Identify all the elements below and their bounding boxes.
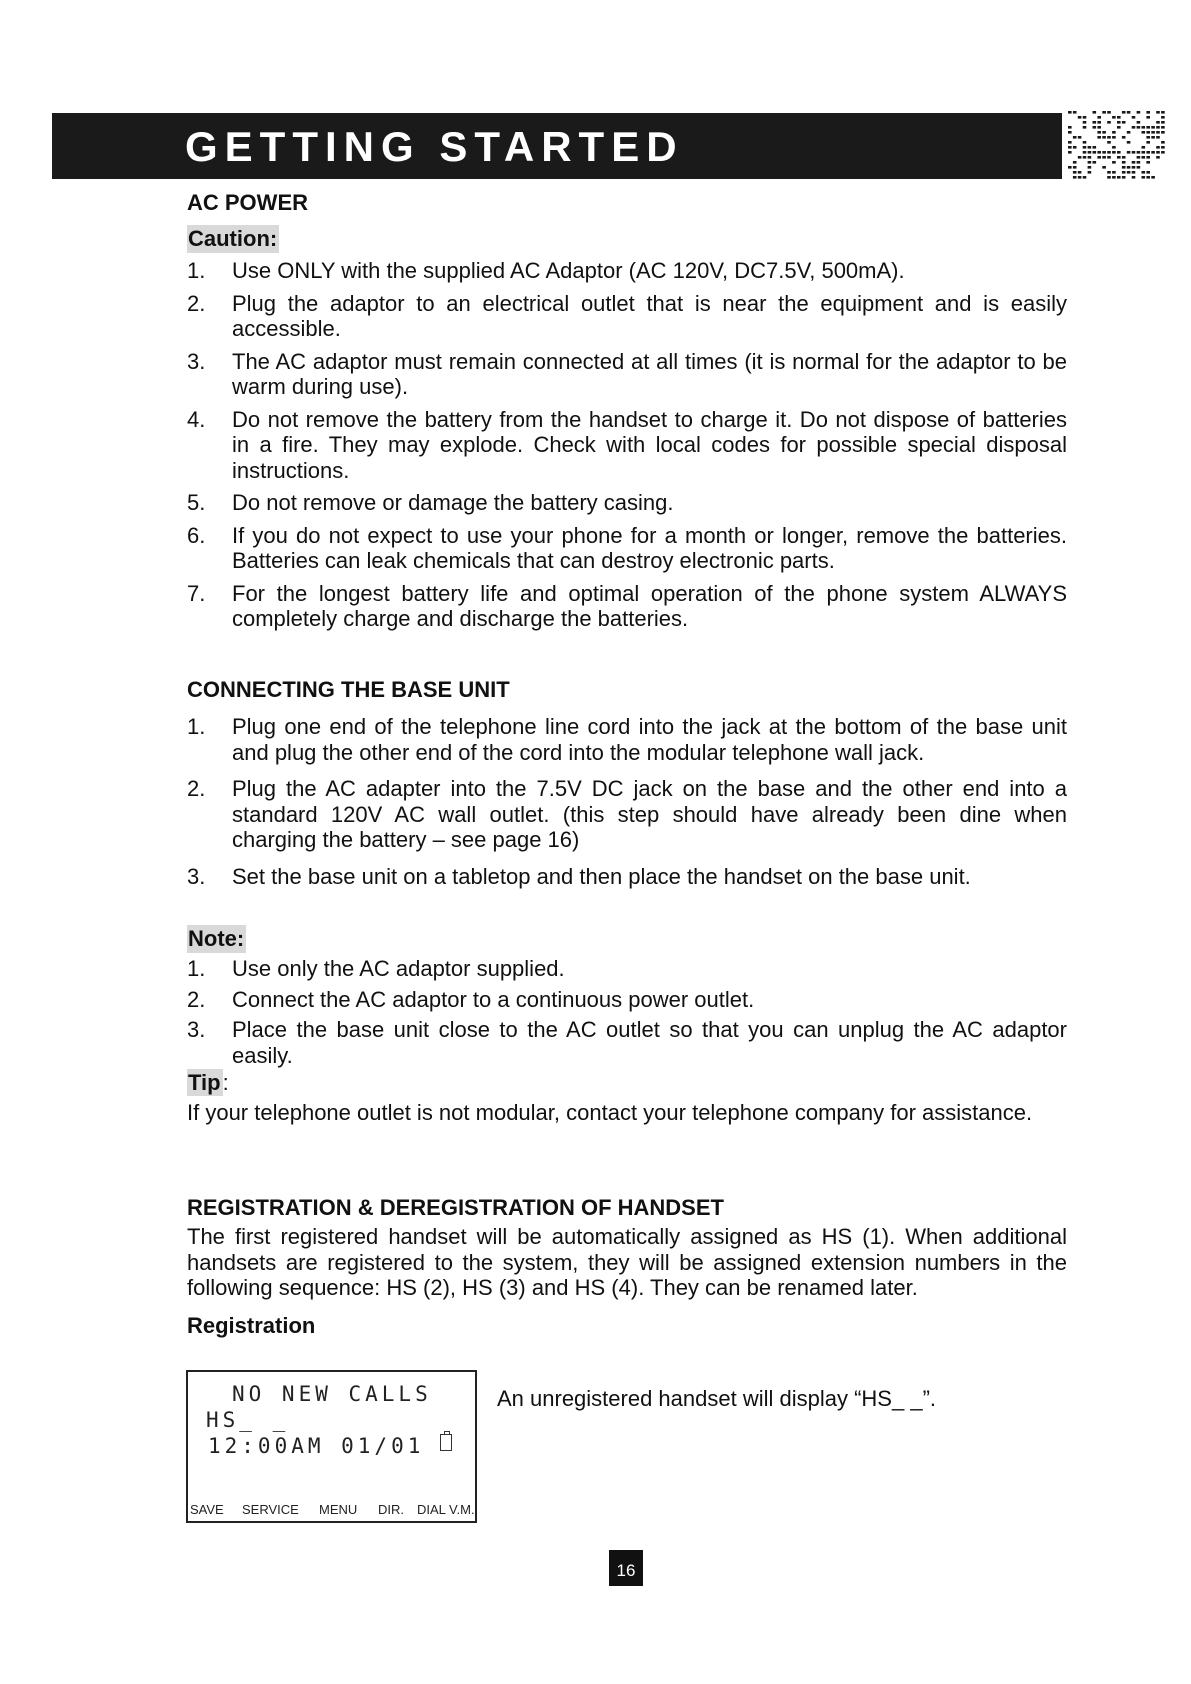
lcd-softkey-service: SERVICE (242, 1502, 299, 1517)
ac-power-heading: AC POWER (187, 190, 308, 215)
caution-list (187, 258, 1067, 632)
list-item: 3. The AC adaptor must remain connected at all times (it is normal for the adaptor to be warm during use). (187, 348, 1067, 399)
tip-label: Tip: (188, 1070, 229, 1095)
note-label: Note: (188, 926, 245, 951)
registration-subheading: Registration (187, 1313, 316, 1338)
lcd-softkey-save: SAVE (190, 1502, 224, 1517)
list-item: 1. Use only the AC adaptor supplied. (187, 956, 565, 981)
list-item: 5. Do not remove or damage the battery casing. (187, 490, 674, 515)
list-item: 6. If you do not expect to use your phone for a month or longer, remove the batteries. Batteries can leak chemicals that can destroy electronic parts. (187, 522, 1067, 573)
lcd-line-1: NO NEW CALLS (232, 1382, 432, 1406)
list-item: 2. Plug the adaptor to an electrical outlet that is near the equipment and is easily accessible. (187, 290, 1067, 341)
connecting-list (187, 714, 1067, 889)
list-item: 1. Use ONLY with the supplied AC Adaptor (AC 120V, DC7.5V, 500mA). (187, 258, 905, 283)
connecting-heading: CONNECTING THE BASE UNIT (187, 677, 510, 702)
lcd-softkey-menu: MENU (319, 1502, 358, 1517)
list-item: 2. Connect the AC adaptor to a continuous power outlet. (187, 986, 755, 1012)
list-item: 3. Set the base unit on a tabletop and then place the handset on the base unit. (187, 863, 971, 889)
lcd-line-3: 12:00AM 01/01 (208, 1434, 425, 1458)
lcd-softkey-dir: DIR. (378, 1502, 404, 1517)
page-title: GETTING STARTED (185, 123, 684, 170)
list-item: 1. Plug one end of the telephone line cord into the jack at the bottom of the base unit and plug the other end of the cord into the modular telephone wall jack. (187, 714, 1067, 765)
tip-text: If your telephone outlet is not modular, contact your telephone company for assistance. (187, 1100, 1033, 1125)
header-decorative-pattern (1068, 111, 1166, 181)
note-list (187, 956, 1067, 1068)
list-item: 2. Plug the AC adapter into the 7.5V DC jack on the base and the other end into a standard 120V AC wall outlet. (this step should have already been dine when charging the battery – see page 16) (187, 776, 1067, 852)
caution-label: Caution: (188, 226, 278, 251)
list-item: 3. Place the base unit close to the AC outlet so that you can unplug the AC adaptor easily. (187, 1017, 1067, 1068)
lcd-line-2: HS_ _ (206, 1408, 290, 1432)
page-number: 16 (609, 1550, 643, 1586)
battery-icon (440, 1434, 452, 1451)
handset-lcd-display (186, 1370, 477, 1523)
list-item: 7. For the longest battery life and optimal operation of the phone system ALWAYS completely charge and discharge the batteries. (187, 580, 1067, 631)
registration-paragraph: The first registered handset will be automatically assigned as HS (1). When additional handsets are registered to the system, they will be assigned extension numbers in the following sequence: HS (2), HS (3) and HS (4). They can be renamed later. (187, 1224, 1067, 1300)
lcd-caption: An unregistered handset will display “HS_ _”. (497, 1386, 937, 1411)
list-item: 4. Do not remove the battery from the handset to charge it. Do not dispose of batteries in a fire. They may explode. Check with local codes for possible special disposal instructions. (187, 406, 1067, 483)
registration-heading: REGISTRATION & DEREGISTRATION OF HANDSET (187, 1195, 724, 1220)
lcd-softkey-dial-vm: DIAL V.M. (417, 1502, 475, 1517)
